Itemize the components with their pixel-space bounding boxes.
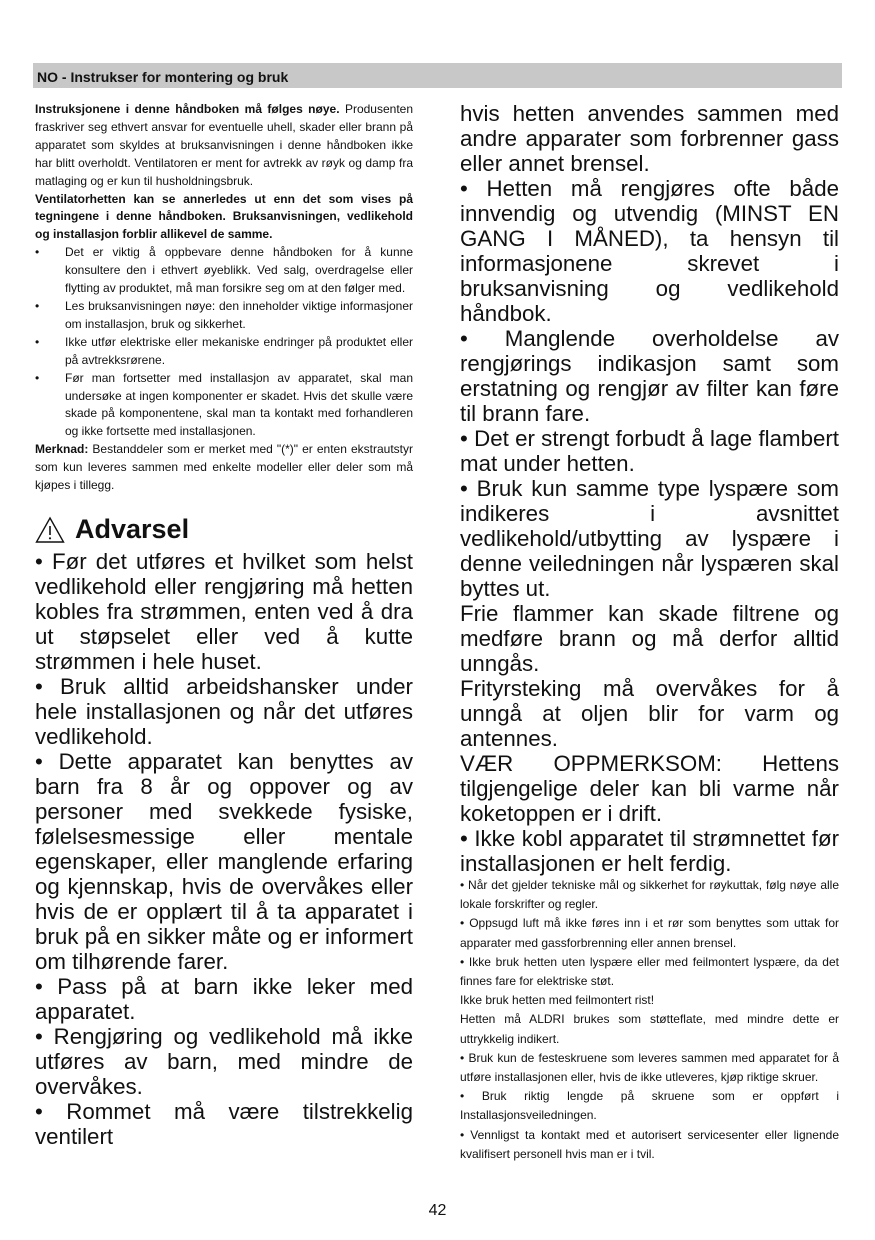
- warning-paragraph: Frityrsteking må overvåkes for å unngå at oljen blir for varm og antennes.: [460, 676, 839, 751]
- list-item-text: Les bruksanvisningen nøye: den inneholder viktige informasjoner om installasjon, bruk og sikkerhet.: [65, 298, 413, 331]
- list-item-text: Ikke utfør elektriske eller mekaniske endringer på produktet eller på avtrekksrørene.: [65, 334, 413, 367]
- intro-text: Produsenten fraskriver seg ethvert ansvar for eventuelle uhell, skader eller brann på apparatet som skyldes at bruksanvisningen i denne håndboken ikke har blitt overholdt. Ventilatoren er ment for avtrekk av røyk og damp fra matlaging og er kun til husholdningsbruk.: [35, 102, 413, 188]
- warning-paragraph: • Hetten må rengjøres ofte både innvendig og utvendig (MINST EN GANG I MÅNED), ta hensyn til informasjonene skrevet i bruksanvisning og vedlikehold håndbok.: [460, 176, 839, 326]
- bullet-icon: •: [35, 334, 40, 349]
- warning-paragraph: • Før det utføres et hvilket som helst vedlikehold eller rengjøring må hetten kobles fra strømmen, enten ved å dra ut støpselet eller ved å kutte strømmen i hele huset.: [35, 548, 413, 674]
- warning-heading: [35, 513, 413, 547]
- warning-paragraph: • Pass på at barn ikke leker med apparatet.: [35, 973, 413, 1024]
- attention-text: tilgjengelige deler kan bli varme når koketoppen er i drift.: [460, 776, 839, 826]
- note-text: Bestanddeler som er merket med "(*)" er enten ekstrautstyr som kun leveres sammen med enkelte modeller eller deler som må kjøpes i tillegg.: [35, 442, 413, 493]
- warning-paragraph: • Rengjøring og vedlikehold må ikke utføres av barn, med mindre de overvåkes.: [35, 1023, 413, 1099]
- instruction-list: [35, 244, 413, 441]
- intro-bold-paragraph: Ventilatorhetten kan se annerledes ut enn det som vises på tegningene i denne håndboken. Bruksanvisningen, vedlikehold og installasjon forblir allikevel de samme.: [35, 191, 413, 242]
- warning-paragraph: • Bruk kun samme type lyspære som indikeres i avsnittet vedlikehold/utbytting av lyspære i denne veiledningen når lyspæren skal byttes ut.: [460, 476, 839, 601]
- attention-word: OPPMERKSOM:: [553, 751, 722, 776]
- warning-paragraph: • Ikke kobl apparatet til strømnettet før installasjonen er helt ferdig.: [460, 826, 839, 876]
- warning-triangle-icon: [35, 516, 65, 544]
- section-title: NO - Instrukser for montering og bruk: [37, 69, 289, 85]
- safety-paragraph: • Vennligst ta kontakt med et autorisert servicesenter eller lignende kvalifisert personell hvis man er i tvil.: [460, 1127, 839, 1161]
- list-item: [35, 298, 413, 334]
- warning-paragraph: hvis hetten anvendes sammen med andre apparater som forbrenner gass eller annet brensel.: [460, 101, 839, 176]
- list-item: [35, 334, 413, 370]
- intro-paragraph: [35, 101, 413, 191]
- safety-paragraph: • Når det gjelder tekniske mål og sikkerhet for røykuttak, følg nøye alle lokale forskrifter og regler.: [460, 878, 839, 912]
- safety-paragraph: • Ikke bruk hetten uten lyspære eller med feilmontert lyspære, da det finnes fare for elektriske støt.: [460, 954, 839, 989]
- intro-bold-text: Instruksjonene i denne håndboken må følges nøye.: [35, 102, 340, 116]
- bullet-icon: •: [35, 298, 40, 313]
- safety-paragraph: Ikke bruk hetten med feilmontert rist!: [460, 993, 655, 1008]
- list-item-text: Før man fortsetter med installasjon av apparatet, skal man undersøke at ingen komponenter er skadet. Hvis det skulle være skade på komponentene, skal man ta kontakt med forhandleren og ikke fortsette med installasjonen.: [65, 370, 413, 439]
- safety-paragraph: • Bruk riktig lengde på skruene som er oppført i Installasjonsveiledningen.: [460, 1089, 839, 1123]
- warning-paragraph: • Bruk alltid arbeidshansker under hele installasjonen og når det utføres vedlikehold.: [35, 673, 413, 749]
- page-number: 42: [428, 1202, 447, 1219]
- warning-paragraph: • Rommet må være tilstrekkelig ventilert: [35, 1098, 413, 1149]
- warning-paragraph: • Dette apparatet kan benyttes av barn fra 8 år og oppover og av personer med svekkede fysiske, følelsesmessige eller mentale egenskaper, eller manglende erfaring og kjennskap, hvis de overvåkes eller hvis de er opplært til å ta apparatet i bruk på en sikker måte og er informert om tilhørende farer.: [35, 748, 413, 974]
- right-column: [460, 101, 839, 1164]
- note-paragraph: [35, 441, 413, 495]
- safety-paragraph: • Oppsugd luft må ikke føres inn i et rør som benyttes som uttak for apparater med gassforbrenning eller annen brensel.: [460, 916, 839, 950]
- warning-paragraph: • Manglende overholdelse av rengjørings indikasjon samt som erstatning og rengjør av filter kan føre til brann fare.: [460, 326, 839, 426]
- bullet-icon: •: [35, 370, 40, 385]
- list-item-text: Det er viktig å oppbevare denne håndboken for å kunne konsultere den i ethvert øyeblikk. Ved salg, overdragelse eller flytting av produktet, må man forsikre seg om at den følger med.: [65, 245, 413, 296]
- list-item: [35, 370, 413, 442]
- safety-paragraph: • Bruk kun de festeskruene som leveres sammen med apparatet for å utføre installasjonen eller, hvis de ikke utleveres, kjøp riktige skruer.: [460, 1050, 839, 1085]
- left-column: [35, 101, 413, 1149]
- warning-paragraph: • Det er strengt forbudt å lage flambert mat under hetten.: [460, 426, 839, 476]
- warning-title: Advarsel: [75, 514, 190, 545]
- list-item: [35, 244, 413, 298]
- note-label: Merknad:: [35, 442, 89, 457]
- attention-line: [460, 751, 839, 776]
- attention-word: Hettens: [762, 751, 839, 776]
- section-header: [33, 63, 842, 88]
- bullet-icon: •: [35, 245, 40, 260]
- attention-word: VÆR: [460, 751, 514, 776]
- safety-paragraph: Hetten må ALDRI brukes som støtteflate, med mindre dette er uttrykkelig indikert.: [460, 1012, 839, 1046]
- warning-paragraph: Frie flammer kan skade filtrene og medføre brann og må derfor alltid unngås.: [460, 601, 839, 676]
